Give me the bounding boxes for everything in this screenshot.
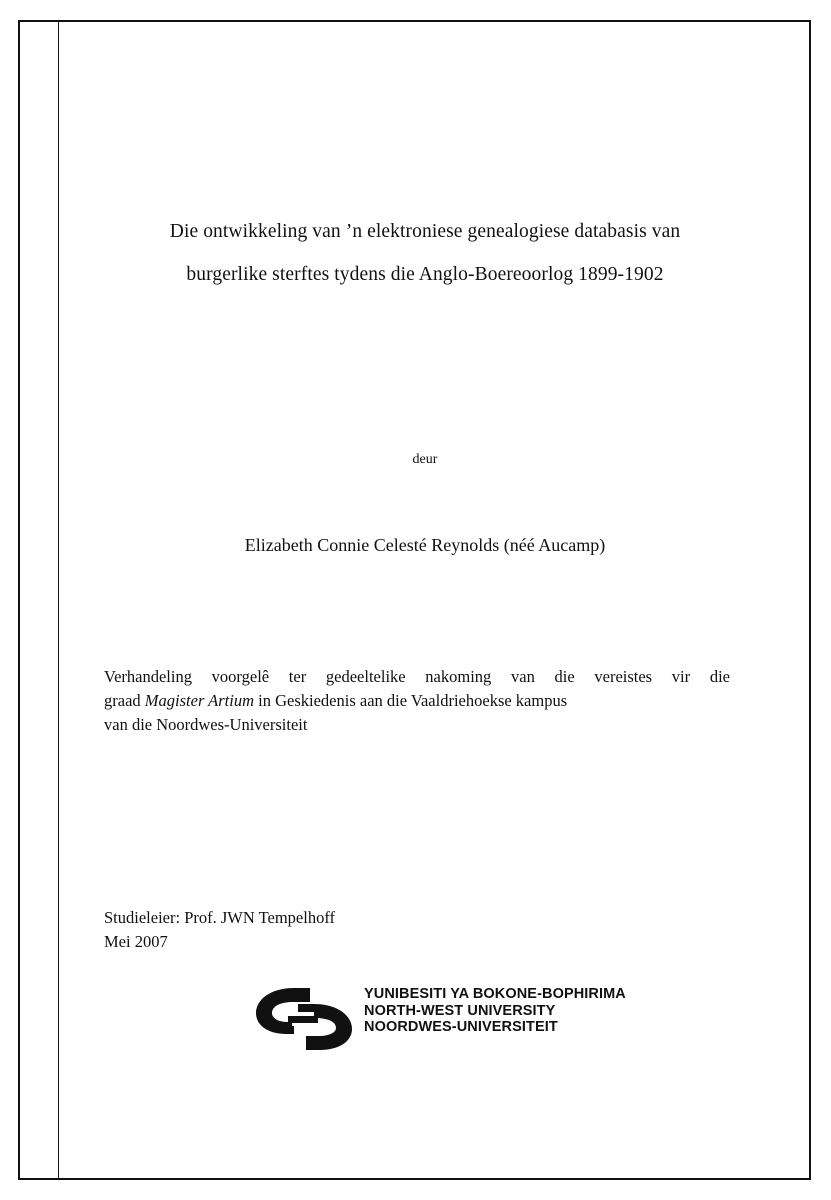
degree-statement-line-2-prefix: graad (104, 691, 145, 710)
author-name: Elizabeth Connie Celesté Reynolds (néé Aucamp) (244, 535, 606, 555)
submission-date: Mei 2007 (104, 932, 168, 951)
page-title (100, 210, 750, 296)
degree-name-italic: Magister Artium (144, 691, 255, 710)
degree-statement-line-2 (104, 689, 730, 713)
logo-line-afrikaans: NOORDWES-UNIVERSITEIT (364, 1019, 558, 1035)
page-inner-edge (58, 20, 59, 1180)
university-logo (248, 982, 668, 1058)
title-line-2: burgerlike sterftes tydens die Anglo-Boereoorlog 1899-1902 (186, 264, 664, 285)
by-label: deur (412, 452, 438, 467)
supervisor-block (104, 906, 335, 954)
title-line-1: Die ontwikkeling van ’n elektroniese genealogiese databasis van (169, 221, 681, 242)
degree-statement (104, 665, 730, 737)
degree-statement-line-2-suffix: in Geskiedenis aan die Vaaldriehoekse kampus (254, 691, 568, 710)
supervisor-name: Studieleier: Prof. JWN Tempelhoff (104, 908, 336, 927)
logo-line-english: NORTH-WEST UNIVERSITY (364, 1002, 556, 1019)
logo-line-setswana: YUNIBESITI YA BOKONE-BOPHIRIMA (364, 986, 626, 1002)
degree-statement-line-1: Verhandeling voorgelê ter gedeeltelike nakoming van die vereistes vir die (104, 667, 730, 686)
nwu-logo-icon (248, 982, 360, 1056)
university-logo-text (364, 986, 626, 1036)
degree-statement-line-3: van die Noordwes-Universiteit (104, 715, 308, 734)
title-page-content (100, 20, 750, 1180)
